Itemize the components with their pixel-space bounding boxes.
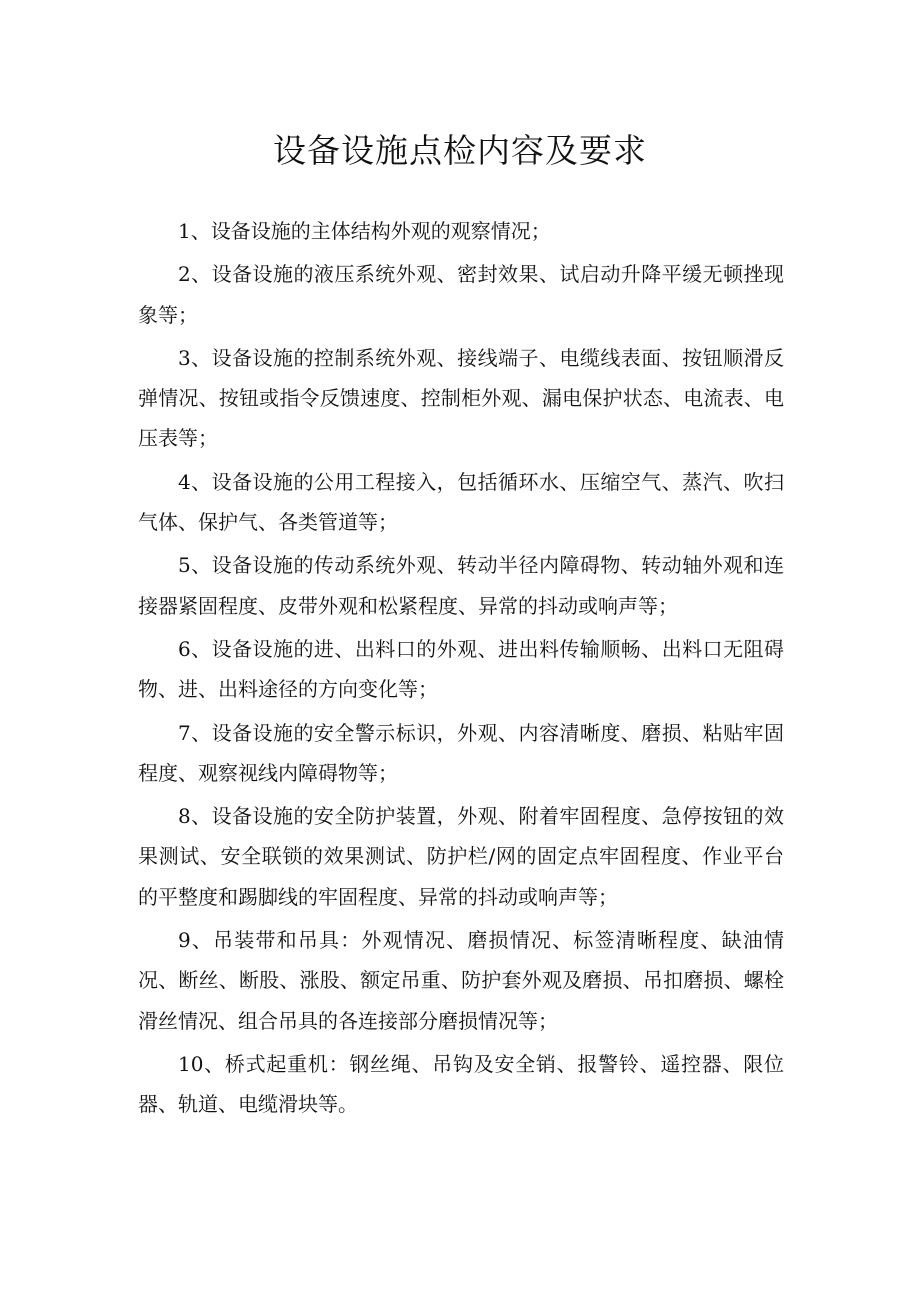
inspection-item-9: 9、吊装带和吊具：外观情况、磨损情况、标签清晰程度、缺油情况、断丝、断股、涨股、额定吊重、防护套外观及磨损、吊扣磨损、螺栓滑丝情况、组合吊具的各连接部分磨损情况等； <box>138 928 784 1033</box>
inspection-item-8: 8、设备设施的安全防护装置，外观、附着牢固程度、急停按钮的效果测试、安全联锁的效果测试、防护栏/网的固定点牢固程度、作业平台的平整度和踢脚线的牢固程度、异常的抖动或响声等； <box>138 804 784 909</box>
inspection-item-list <box>138 211 784 1128</box>
inspection-item-1: 1、设备设施的主体结构外观的观察情况； <box>178 219 551 243</box>
inspection-item-10: 10、桥式起重机：钢丝绳、吊钩及安全销、报警铃、遥控器、限位器、轨道、电缆滑块等。 <box>138 1051 784 1117</box>
inspection-item-7: 7、设备设施的安全警示标识，外观、内容清晰度、磨损、粘贴牢固程度、观察视线内障碍物等； <box>138 720 784 785</box>
inspection-item-5: 5、设备设施的传动系统外观、转动半径内障碍物、转动轴外观和连接器紧固程度、皮带外观和松紧程度、异常的抖动或响声等； <box>138 553 784 618</box>
inspection-item-6: 6、设备设施的进、出料口的外观、进出料传输顺畅、出料口无阻碍物、进、出料途径的方向变化等； <box>138 636 784 702</box>
inspection-item-4: 4、设备设施的公用工程接入，包括循环水、压缩空气、蒸汽、吹扫气体、保护气、各类管道等； <box>138 469 784 535</box>
document-title: 设备设施点检内容及要求 <box>273 131 647 170</box>
inspection-item-3: 3、设备设施的控制系统外观、接线端子、电缆线表面、按钮顺滑反弹情况、按钮或指令反馈速度、控制柜外观、漏电保护状态、电流表、电压表等； <box>138 345 784 451</box>
inspection-item-2: 2、设备设施的液压系统外观、密封效果、试启动升降平缓无顿挫现象等； <box>138 262 784 327</box>
